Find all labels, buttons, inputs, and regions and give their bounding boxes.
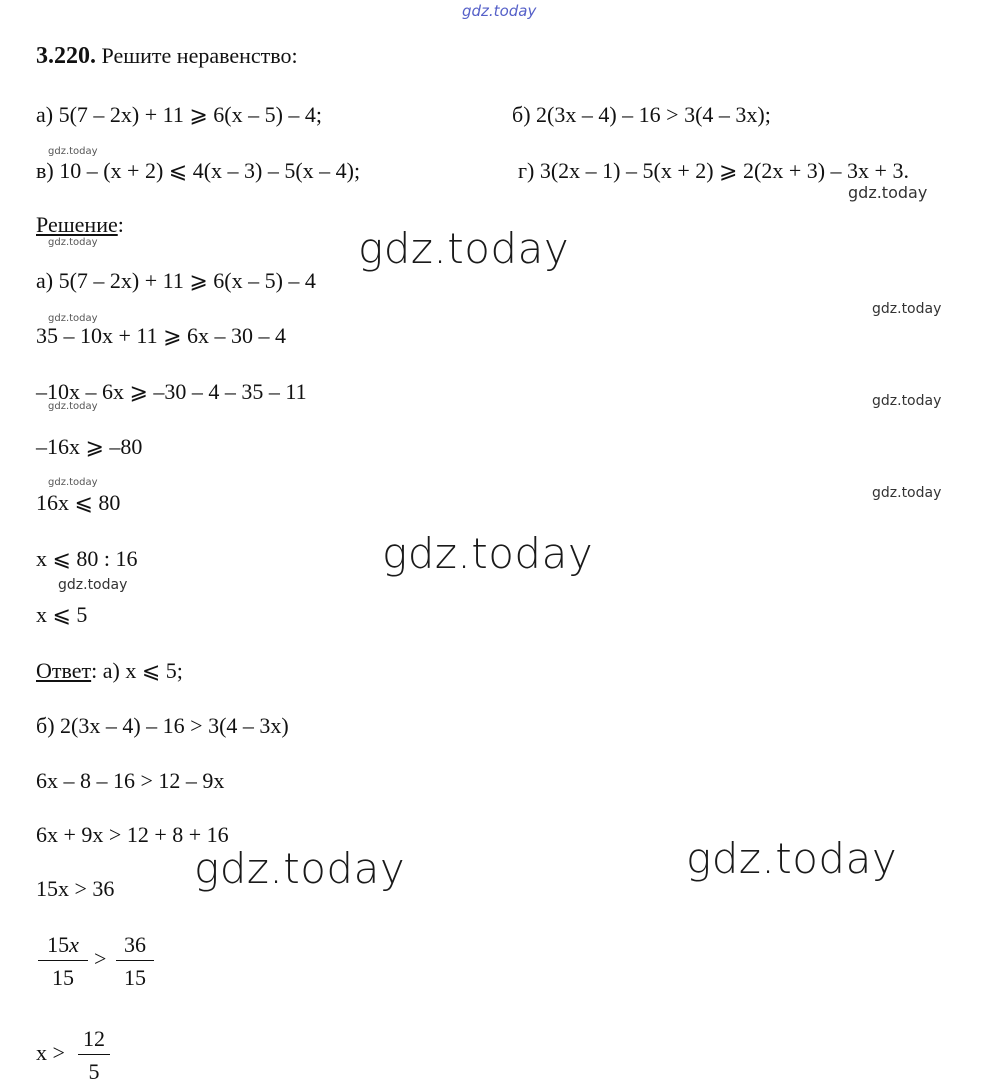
watermark-big: gdz.today: [382, 529, 594, 578]
watermark-small: gdz.today: [48, 237, 98, 248]
step-a-3: –10x – 6x ⩾ –30 – 4 – 35 – 11: [36, 379, 307, 404]
step-a-5: 16x ⩽ 80: [36, 490, 121, 515]
step-b-4: 15x > 36: [36, 876, 115, 901]
step-b-1: б) 2(3x – 4) – 16 > 3(4 – 3x): [36, 713, 289, 738]
problem-text: Решите неравенство:: [101, 43, 298, 68]
final-fraction-numerator: 12: [83, 1026, 105, 1051]
solution-label-text: Решение: [36, 212, 118, 237]
fraction-right-denominator: 15: [116, 960, 154, 989]
answer-rest: : а) x ⩽ 5;: [91, 658, 183, 683]
solution-label-colon: :: [117, 212, 124, 237]
step-a-6: x ⩽ 80 : 16: [36, 546, 138, 571]
problem-title: [36, 44, 298, 68]
watermark-big: gdz.today: [686, 834, 898, 883]
watermark-mid: gdz.today: [872, 485, 942, 501]
final-fraction-denominator: 5: [78, 1054, 110, 1083]
step-a-2: 35 – 10x + 11 ⩾ 6x – 30 – 4: [36, 323, 287, 348]
watermark-big: gdz.today: [194, 844, 406, 893]
fraction-left-denominator: 15: [38, 960, 88, 989]
problem-item-v: в) 10 – (x + 2) ⩽ 4(x – 3) – 5(x – 4);: [36, 158, 361, 183]
step-a-4: –16x ⩾ –80: [36, 434, 143, 459]
fraction-operator: >: [94, 946, 107, 971]
step-a-1: а) 5(7 – 2x) + 11 ⩾ 6(x – 5) – 4: [36, 268, 316, 293]
problem-item-b: б) 2(3x – 4) – 16 > 3(4 – 3x);: [512, 102, 771, 127]
answer-label: Ответ: [36, 658, 92, 683]
watermark-big: gdz.today: [358, 224, 570, 273]
step-a-7: x ⩽ 5: [36, 602, 88, 627]
watermark-top: gdz.today: [462, 2, 537, 20]
fraction-right-numerator: 36: [124, 932, 146, 957]
step-b-2: 6x – 8 – 16 > 12 – 9x: [36, 768, 225, 793]
watermark-small: gdz.today: [48, 313, 98, 324]
answer: [36, 660, 183, 682]
watermark-small: gdz.today: [48, 477, 98, 488]
watermark-small: gdz.today: [48, 401, 98, 412]
watermark-mid: gdz.today: [58, 577, 128, 593]
fraction-left-num-var: x: [69, 932, 79, 957]
fraction-left: [38, 934, 88, 989]
final-lhs: x >: [36, 1040, 65, 1065]
solution-label: [36, 214, 124, 236]
fraction-left-num-coef: 15: [47, 932, 70, 957]
problem-item-a: а) 5(7 – 2x) + 11 ⩾ 6(x – 5) – 4;: [36, 102, 323, 127]
step-b-3: 6x + 9x > 12 + 8 + 16: [36, 822, 229, 847]
fraction-right: [116, 934, 154, 989]
final-fraction: [78, 1028, 110, 1083]
watermark-mid: gdz.today: [872, 301, 942, 317]
problem-number: 3.220.: [36, 43, 96, 69]
watermark-mid: gdz.today: [848, 183, 928, 202]
problem-item-g: г) 3(2x – 1) – 5(x + 2) ⩾ 2(2x + 3) – 3x + 3.: [518, 158, 909, 183]
fraction-left-numerator: [38, 934, 88, 960]
watermark-mid: gdz.today: [872, 393, 942, 409]
watermark-small: gdz.today: [48, 146, 98, 157]
